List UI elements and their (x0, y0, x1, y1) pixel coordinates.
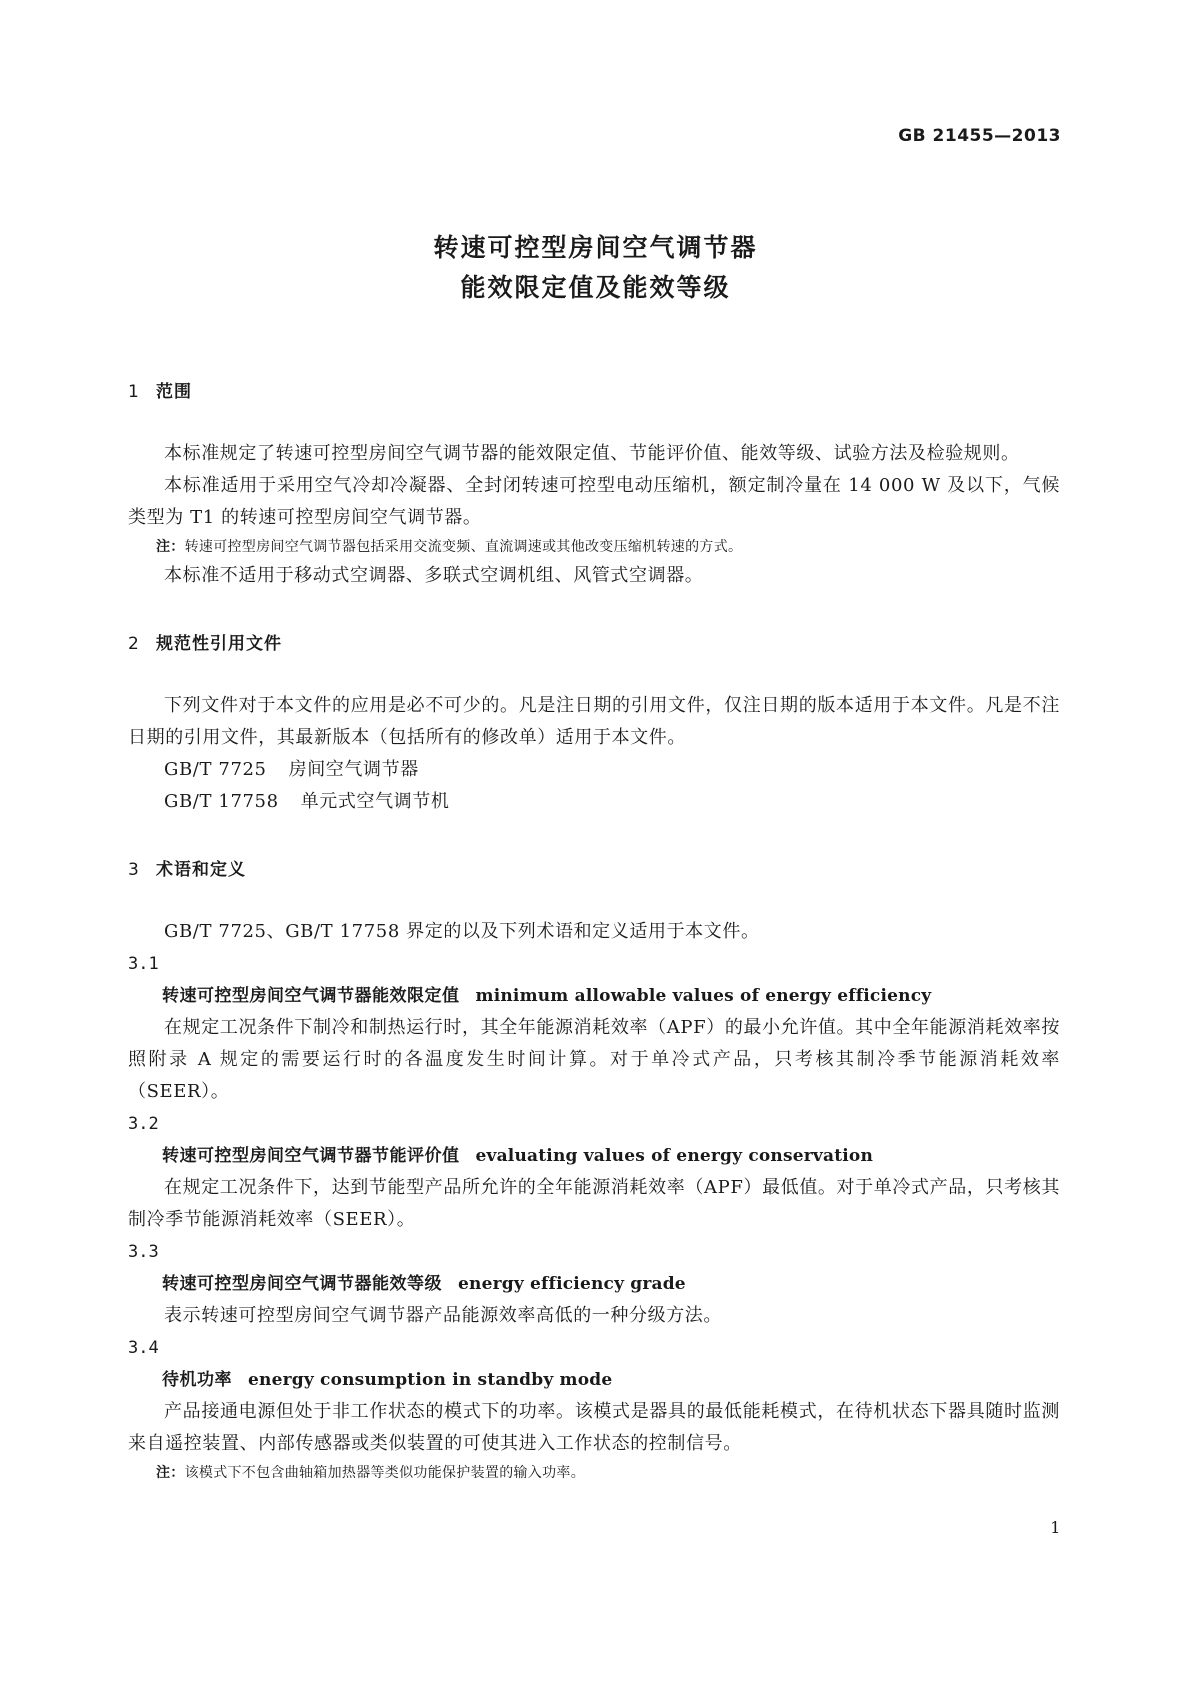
term-number: 3.4 (128, 1338, 159, 1358)
section-title: 范围 (156, 382, 192, 402)
term-number: 3.1 (128, 954, 159, 974)
reference-code: GB/T 17758 (164, 791, 279, 812)
term-heading (128, 1140, 1060, 1172)
reference-code: GB/T 7725 (164, 759, 267, 780)
term-chinese: 转速可控型房间空气调节器节能评价值 (162, 1146, 460, 1166)
paragraph: 本标准规定了转速可控型房间空气调节器的能效限定值、节能评价值、能效等级、试验方法及检验规则。 (164, 443, 1020, 464)
title-line-1: 转速可控型房间空气调节器 (433, 233, 758, 262)
document-body (128, 380, 1060, 1486)
note (128, 1460, 1060, 1486)
term-definition: 产品接通电源但处于非工作状态的模式下的功率。该模式是器具的最低能耗模式，在待机状态下器具随时监测来自遥控装置、内部传感器或类似装置的可使其进入工作状态的控制信号。 (128, 1401, 1060, 1454)
term-definition: 表示转速可控型房间空气调节器产品能源效率高低的一种分级方法。 (164, 1305, 722, 1326)
section-title: 规范性引用文件 (156, 634, 282, 654)
term-english: evaluating values of energy conservation (475, 1146, 874, 1166)
term-chinese: 转速可控型房间空气调节器能效限定值 (162, 986, 460, 1006)
term-number: 3.3 (128, 1242, 159, 1262)
term-heading (128, 1364, 1060, 1396)
term-english: energy efficiency grade (458, 1274, 686, 1294)
page-number: 1 (1050, 1518, 1061, 1537)
section-number: 2 (128, 634, 139, 654)
term-chinese: 待机功率 (162, 1370, 232, 1390)
paragraph: 本标准适用于采用空气冷却冷凝器、全封闭转速可控型电动压缩机，额定制冷量在 14 000 W 及以下，气候类型为 T1 的转速可控型房间空气调节器。 (128, 475, 1060, 528)
term-definition: 在规定工况条件下制冷和制热运行时，其全年能源消耗效率（APF）的最小允许值。其中全年能源消耗效率按照附录 A 规定的需要运行时的各温度发生时间计算。对于单冷式产品，只考核其制冷季节能源消耗效率（SEER）。 (128, 1017, 1060, 1102)
section-3-heading (128, 858, 1060, 882)
term-definition: 在规定工况条件下，达到节能型产品所允许的全年能源消耗效率（APF）最低值。对于单冷式产品，只考核其制冷季节能源消耗效率（SEER）。 (128, 1177, 1060, 1230)
note-text: 转速可控型房间空气调节器包括采用交流变频、直流调速或其他改变压缩机转速的方式。 (184, 539, 743, 555)
reference-name: 房间空气调节器 (288, 759, 419, 780)
note-label: 注： (156, 1465, 185, 1481)
paragraph: 本标准不适用于移动式空调器、多联式空调机组、风管式空调器。 (164, 565, 704, 586)
section-1-heading (128, 380, 1060, 404)
section-title: 术语和定义 (156, 860, 246, 880)
normative-reference (128, 786, 1060, 818)
term-english: minimum allowable values of energy efficiency (475, 986, 932, 1006)
term-chinese: 转速可控型房间空气调节器能效等级 (162, 1274, 442, 1294)
standard-number: GB 21455—2013 (898, 126, 1061, 146)
normative-reference (128, 754, 1060, 786)
paragraph: GB/T 7725、GB/T 17758 界定的以及下列术语和定义适用于本文件。 (164, 921, 760, 942)
title-line-2: 能效限定值及能效等级 (460, 273, 731, 302)
term-heading (128, 1268, 1060, 1300)
term-english: energy consumption in standby mode (248, 1370, 613, 1390)
term-heading (128, 980, 1060, 1012)
paragraph: 下列文件对于本文件的应用是必不可少的。凡是注日期的引用文件，仅注日期的版本适用于本文件。凡是不注日期的引用文件，其最新版本（包括所有的修改单）适用于本文件。 (128, 695, 1060, 748)
section-2-heading (128, 632, 1060, 656)
reference-name: 单元式空气调节机 (300, 791, 450, 812)
term-number: 3.2 (128, 1114, 159, 1134)
note-label: 注： (156, 539, 185, 555)
section-number: 3 (128, 860, 139, 880)
note (128, 534, 1060, 560)
document-title (0, 228, 1191, 308)
section-number: 1 (128, 382, 139, 402)
note-text: 该模式下不包含曲轴箱加热器等类似功能保护装置的输入功率。 (184, 1465, 586, 1481)
